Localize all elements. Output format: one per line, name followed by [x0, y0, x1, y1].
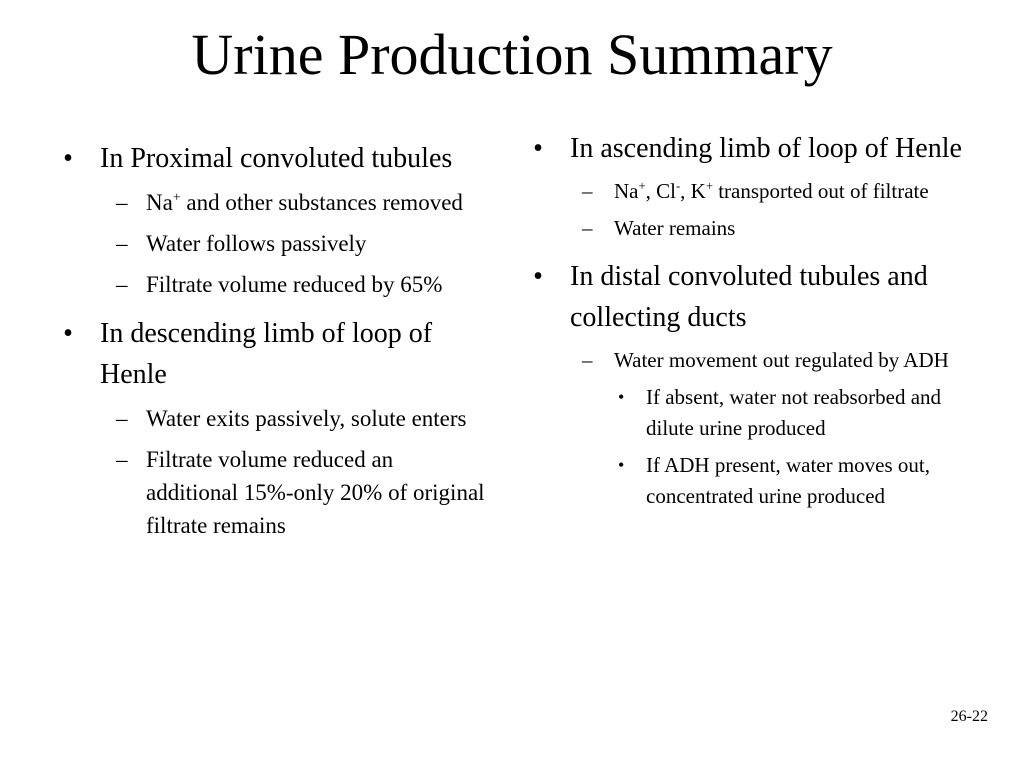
bullet-descending	[58, 313, 488, 395]
bullet-marker: •	[618, 387, 625, 407]
slide-title: Urine Production Summary	[191, 22, 833, 87]
dash-marker: –	[582, 179, 593, 203]
cl-text: , Cl	[645, 179, 676, 203]
sub-sub-item-adh-present	[618, 450, 968, 512]
bullet-marker: •	[533, 261, 543, 292]
pct-group	[58, 138, 488, 301]
sub-item-text: and other substances removed	[180, 190, 463, 215]
sub-item-filtrate-15	[102, 443, 488, 542]
bullet-distal	[528, 256, 968, 338]
bullet-text: In Proximal convoluted tubules	[100, 143, 453, 174]
cl-sup: -	[675, 179, 681, 193]
bullet-ascending	[528, 128, 968, 169]
right-column	[528, 128, 968, 524]
bullet-marker: •	[533, 133, 543, 164]
na-text: Na	[614, 179, 639, 203]
sub-item-text: Water movement out regulated by ADH	[614, 348, 949, 372]
slide-number: 26-22	[950, 708, 988, 725]
sub-item-water-follows	[102, 227, 488, 260]
bullet-marker: •	[63, 318, 73, 349]
sub-item-water-remains	[574, 213, 968, 244]
sub-item-text: Water remains	[614, 216, 736, 240]
plus-sup: +	[172, 189, 181, 205]
na-text: Na	[146, 190, 173, 215]
bullet-text: In ascending limb of loop of Henle	[570, 133, 962, 164]
bullet-text: In distal convoluted tubules and collecting ducts	[570, 261, 928, 333]
k-text: , K	[680, 179, 706, 203]
dash-marker: –	[116, 231, 128, 256]
dash-marker: –	[582, 348, 593, 372]
sub-item-text: Filtrate volume reduced an additional 15%-only 20% of original filtrate remains	[146, 447, 485, 538]
dash-marker: –	[116, 190, 128, 215]
sub-item-adh-regulated	[574, 345, 968, 376]
ascending-group	[528, 128, 968, 244]
bullet-text: In descending limb of loop of Henle	[100, 318, 433, 390]
sub-item-text: Water follows passively	[146, 231, 367, 256]
sub-item-filtrate-65	[102, 268, 488, 301]
bullet-marker: •	[618, 455, 625, 475]
sub-item-text: Water exits passively, solute enters	[146, 406, 467, 431]
sub-sub-item-text: If absent, water not reabsorbed and dilute urine produced	[646, 385, 942, 440]
dash-marker: –	[582, 216, 593, 240]
bullet-marker: •	[63, 143, 73, 174]
sub-item-na-removed	[102, 186, 488, 219]
na-sup: +	[638, 179, 646, 193]
sub-sub-item-adh-absent	[618, 382, 968, 444]
distal-group	[528, 256, 968, 512]
sub-item-ions-transported	[574, 176, 968, 207]
bullet-proximal	[58, 138, 488, 179]
left-column	[58, 138, 488, 554]
dash-marker: –	[116, 272, 128, 297]
sub-item-water-exits	[102, 402, 488, 435]
k-sup: +	[705, 179, 713, 193]
sub-item-text: transported out of filtrate	[712, 179, 929, 203]
dash-marker: –	[116, 406, 128, 431]
dash-marker: –	[116, 447, 128, 472]
sub-sub-item-text: If ADH present, water moves out, concentrated urine produced	[646, 453, 931, 508]
descending-group	[58, 313, 488, 542]
sub-item-text: Filtrate volume reduced by 65%	[146, 272, 443, 297]
